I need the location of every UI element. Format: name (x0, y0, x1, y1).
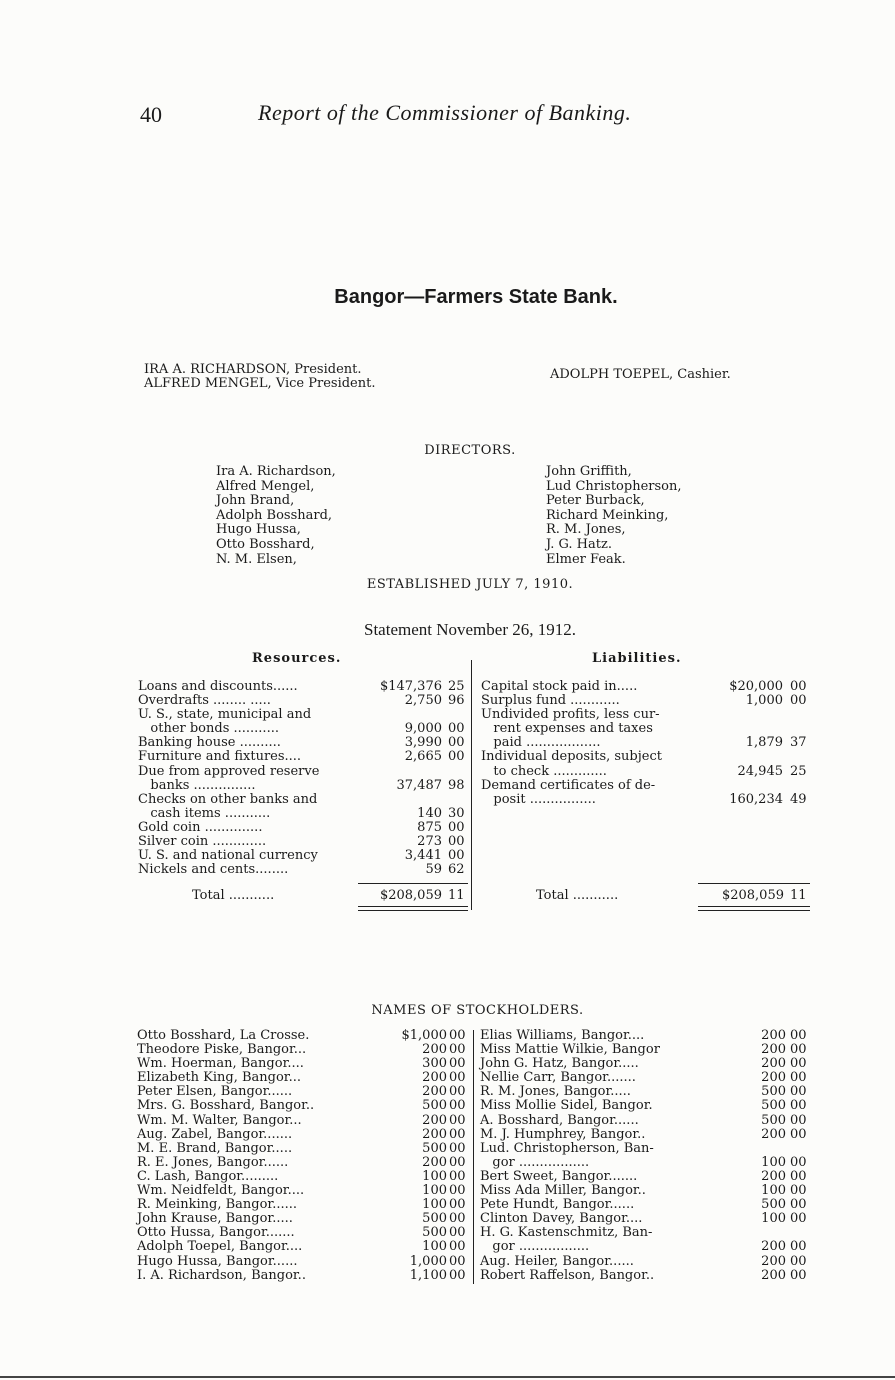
stockholder-row-dollars: 100 (422, 1168, 447, 1184)
liability-row (481, 736, 811, 750)
stockholder-row-dollars: 200 (761, 1056, 786, 1072)
stockholder-row (480, 1142, 810, 1156)
stockholder-row-label: M. E. Brand, Bangor..... (137, 1140, 293, 1156)
stockholder-row-cents: 00 (790, 1028, 807, 1043)
liabilities-total-rule (698, 883, 810, 884)
stockholder-row (137, 1156, 469, 1170)
stockholder-row-cents: 00 (449, 1042, 466, 1058)
liabilities-double-rule (698, 906, 810, 911)
resource-row (138, 722, 468, 736)
stockholder-row-cents: 00 (790, 1253, 807, 1269)
stockholder-row-cents: 00 (790, 1056, 807, 1072)
stockholder-row-cents: 00 (790, 1197, 807, 1213)
stockholder-row-dollars: 200 (422, 1070, 447, 1086)
liability-row-dollars: 1,000 (745, 693, 783, 709)
stockholder-row-label: Miss Mattie Wilkie, Bangor (480, 1042, 660, 1058)
stockholder-row (480, 1057, 810, 1071)
liability-row-label: Individual deposits, subject (481, 749, 662, 765)
stockholder-row-dollars: 1,000 (409, 1253, 447, 1269)
stockholder-row-dollars: 500 (761, 1084, 786, 1100)
stockholder-row-cents: 00 (790, 1211, 807, 1227)
stockholder-row-dollars: 200 (761, 1126, 786, 1142)
resource-row-label: cash items ........... (138, 805, 271, 821)
liability-row-dollars: 24,945 (737, 763, 783, 779)
stockholder-row-label: Peter Elsen, Bangor...... (137, 1084, 293, 1100)
statement-title: Statement November 26, 1912. (364, 620, 576, 639)
stockholder-row-dollars: 500 (422, 1098, 447, 1114)
liability-row-cents: 49 (790, 791, 807, 807)
stockholder-row (480, 1071, 810, 1085)
resource-row-label: Furniture and fixtures.... (138, 749, 302, 765)
stockholder-row-dollars: 100 (422, 1183, 447, 1199)
stockholder-row-cents: 00 (449, 1098, 466, 1114)
resource-row (138, 736, 468, 750)
stockholder-row-cents: 00 (449, 1154, 466, 1170)
stockholder-row-cents: 00 (449, 1084, 466, 1100)
resource-row-dollars: 37,487 (396, 777, 442, 793)
stockholder-row (480, 1184, 810, 1198)
stockholder-row-label: Wm. Neidfeldt, Bangor.... (137, 1183, 305, 1199)
resource-row-label: Banking house .......... (138, 735, 281, 751)
resource-row-cents: 98 (448, 777, 465, 793)
stockholder-row-cents: 00 (449, 1126, 466, 1142)
stockholder-row-label: Aug. Heiler, Bangor...... (480, 1253, 634, 1269)
liability-row-label: Capital stock paid in..... (481, 679, 638, 694)
page-number: 40 (140, 102, 162, 127)
stockholder-row-dollars: 500 (761, 1098, 786, 1114)
stockholder-row (137, 1142, 469, 1156)
resource-row-dollars: 9,000 (404, 721, 442, 737)
stockholder-row-dollars: 200 (761, 1239, 786, 1255)
director-name: Elmer Feak. (546, 551, 626, 567)
stockholder-row-cents: 00 (449, 1168, 466, 1184)
stockholder-row-dollars: 200 (761, 1042, 786, 1058)
resource-row-dollars: 140 (417, 805, 442, 821)
stockholder-row-label: Elizabeth King, Bangor... (137, 1070, 301, 1086)
resource-row (138, 779, 468, 793)
stockholder-row-cents: 00 (449, 1028, 466, 1043)
stockholders-heading: NAMES OF STOCKHOLDERS. (371, 1003, 584, 1018)
stockholder-row-dollars: 200 (761, 1070, 786, 1086)
stockholder-row-label: Hugo Hussa, Bangor...... (137, 1253, 298, 1269)
stockholder-row-dollars: 100 (761, 1154, 786, 1170)
resource-row-label: Loans and discounts...... (138, 679, 298, 694)
stockholder-row-dollars: 1,100 (409, 1267, 447, 1283)
liability-row-cents: 00 (790, 679, 807, 694)
director-name: Peter Burback, (546, 493, 645, 509)
resource-row-cents: 30 (448, 805, 465, 821)
liabilities-total-dollars: $208,059 (721, 888, 784, 903)
vice-president-line: ALFRED MENGEL, Vice President. (144, 376, 376, 391)
stockholder-row-label: gor ................. (480, 1154, 590, 1170)
resource-row (138, 793, 468, 807)
resource-row-dollars: 3,990 (404, 735, 442, 751)
stockholder-row-dollars: 200 (422, 1084, 447, 1100)
director-name: John Griffith, (546, 464, 632, 479)
resources-total-dollars: $208,059 (379, 888, 442, 903)
stockholder-row-cents: 00 (790, 1267, 807, 1283)
stockholder-row-cents: 00 (790, 1126, 807, 1142)
liability-row (481, 708, 811, 722)
stockholder-row-cents: 00 (449, 1183, 466, 1199)
stockholder-row (137, 1099, 469, 1113)
resource-row-dollars: 875 (417, 819, 442, 835)
stockholder-row (137, 1085, 469, 1099)
stockholder-row-label: John G. Hatz, Bangor..... (480, 1056, 639, 1072)
resource-row-label: other bonds ........... (138, 721, 279, 737)
stockholder-row (137, 1240, 469, 1254)
running-title: Report of the Commissioner of Banking. (258, 100, 632, 125)
resource-row-cents: 00 (448, 834, 465, 850)
stockholder-row-cents: 00 (790, 1154, 807, 1170)
stockholders-divider (473, 1030, 474, 1284)
stockholder-row-cents: 00 (449, 1253, 466, 1269)
stockholder-row-cents: 00 (790, 1112, 807, 1128)
stockholder-row (480, 1085, 810, 1099)
stockholder-row (480, 1198, 810, 1212)
resource-row (138, 807, 468, 821)
resource-row-dollars: 2,665 (404, 749, 442, 765)
stockholder-row (480, 1114, 810, 1128)
liability-row (481, 793, 811, 807)
stockholder-row-cents: 00 (790, 1042, 807, 1058)
resource-row-label: U. S. and national currency (138, 848, 318, 864)
stockholder-row (137, 1226, 469, 1240)
stockholder-row (480, 1226, 810, 1240)
resource-row-dollars: 273 (417, 834, 442, 850)
stockholder-row-label: Wm. Hoerman, Bangor.... (137, 1056, 304, 1072)
stockholder-row-label: C. Lash, Bangor......... (137, 1168, 279, 1184)
liability-row (481, 779, 811, 793)
directors-heading: DIRECTORS. (424, 443, 516, 458)
stockholder-row-label: Miss Ada Miller, Bangor.. (480, 1183, 646, 1199)
liability-row-dollars: 1,879 (745, 735, 783, 751)
stockholder-row (137, 1128, 469, 1142)
resource-row (138, 680, 468, 694)
resource-row (138, 694, 468, 708)
stockholder-row-label: Aug. Zabel, Bangor....... (137, 1126, 293, 1142)
resource-row (138, 708, 468, 722)
stockholder-row (137, 1029, 469, 1043)
stockholder-row-dollars: 100 (761, 1211, 786, 1227)
stockholder-row-label: Theodore Piske, Bangor... (137, 1042, 307, 1058)
stockholder-row-dollars: 100 (422, 1197, 447, 1213)
liability-row-label: paid .................. (481, 735, 601, 751)
liability-row-cents: 37 (790, 735, 807, 751)
page-bottom-edge (0, 1376, 895, 1378)
president-line: IRA A. RICHARDSON, President. (144, 362, 362, 377)
resource-row-dollars: $147,376 (379, 679, 442, 694)
stockholder-row-label: Otto Hussa, Bangor....... (137, 1225, 295, 1241)
directors-left-list (216, 465, 336, 567)
stockholder-row (480, 1269, 810, 1283)
stockholder-row-label: R. E. Jones, Bangor...... (137, 1154, 289, 1170)
liability-row-label: Surplus fund ............ (481, 693, 620, 709)
stockholder-row (137, 1255, 469, 1269)
resource-row-label: banks ............... (138, 777, 256, 793)
stockholder-row (480, 1240, 810, 1254)
stockholder-row-cents: 00 (449, 1267, 466, 1283)
cashier-line: ADOLPH TOEPEL, Cashier. (550, 367, 731, 382)
stockholder-row (480, 1170, 810, 1184)
resources-heading: Resources. (252, 651, 342, 666)
director-name: Ira A. Richardson, (216, 464, 336, 479)
stockholder-row-cents: 00 (790, 1070, 807, 1086)
stockholder-row (480, 1156, 810, 1170)
stockholder-row-dollars: 500 (422, 1140, 447, 1156)
director-name: Lud Christopherson, (546, 478, 682, 494)
stockholder-row-label: Clinton Davey, Bangor.... (480, 1211, 643, 1227)
stockholder-row-cents: 00 (449, 1197, 466, 1213)
liability-row (481, 750, 811, 764)
resource-row-cents: 00 (448, 848, 465, 864)
stockholder-row-dollars: 300 (422, 1056, 447, 1072)
liability-row (481, 680, 811, 694)
resource-row-label: Silver coin ............. (138, 834, 267, 850)
resource-row-cents: 96 (448, 693, 465, 709)
stockholder-row-label: John Krause, Bangor..... (137, 1211, 293, 1227)
resource-row-cents: 00 (448, 735, 465, 751)
stockholder-row-label: A. Bosshard, Bangor...... (480, 1112, 639, 1128)
resources-double-rule (358, 906, 468, 911)
liability-row-label: to check ............. (481, 763, 607, 779)
stockholder-row (137, 1071, 469, 1085)
stockholder-row-label: M. J. Humphrey, Bangor.. (480, 1126, 646, 1142)
director-name: N. M. Elsen, (216, 551, 297, 567)
stockholder-row-label: Miss Mollie Sidel, Bangor. (480, 1098, 653, 1114)
resource-row-cents: 62 (448, 862, 465, 878)
resource-row-dollars: 2,750 (404, 693, 442, 709)
stockholder-row-dollars: 200 (761, 1168, 786, 1184)
stockholder-row-cents: 00 (449, 1239, 466, 1255)
stockholder-row-dollars: 500 (761, 1112, 786, 1128)
resource-row-label: Overdrafts ........ ..... (138, 693, 271, 709)
liability-row (481, 694, 811, 708)
director-name: J. G. Hatz. (546, 536, 612, 552)
stockholder-row-label: Wm. M. Walter, Bangor... (137, 1112, 302, 1128)
stockholder-row-label: R. Meinking, Bangor...... (137, 1197, 297, 1213)
stockholder-row-dollars: 200 (422, 1042, 447, 1058)
resource-row (138, 821, 468, 835)
stockholder-row-label: Mrs. G. Bosshard, Bangor.. (137, 1098, 315, 1114)
resources-total-cents: 11 (448, 888, 465, 903)
resource-row (138, 849, 468, 863)
stockholder-row (137, 1212, 469, 1226)
stockholder-row (480, 1029, 810, 1043)
stockholder-row-label: gor ................. (480, 1239, 590, 1255)
stockholder-row-dollars: 200 (422, 1126, 447, 1142)
resource-row-label: Nickels and cents........ (138, 862, 289, 878)
resource-row-dollars: 3,441 (404, 848, 442, 864)
liability-row-label: posit ................ (481, 791, 596, 807)
liability-row-dollars: 160,234 (729, 791, 783, 807)
stockholder-row-dollars: 200 (761, 1028, 786, 1043)
director-name: John Brand, (216, 493, 295, 509)
liabilities-total-cents: 11 (790, 888, 807, 903)
stockholder-row-dollars: 500 (422, 1211, 447, 1227)
bank-title: Bangor—Farmers State Bank. (334, 286, 618, 308)
liability-row-dollars: $20,000 (729, 679, 783, 694)
stockholder-row-label: H. G. Kastenschmitz, Ban- (480, 1225, 653, 1241)
stockholder-row-cents: 00 (449, 1112, 466, 1128)
stockholder-row-dollars: $1,000 (401, 1028, 447, 1043)
stockholder-row-cents: 00 (790, 1239, 807, 1255)
directors-right-list (546, 465, 681, 567)
stockholder-row-dollars: 200 (422, 1112, 447, 1128)
resource-row-cents: 00 (448, 749, 465, 765)
stockholder-row-label: Lud. Christopherson, Ban- (480, 1140, 654, 1156)
director-name: Adolph Bosshard, (216, 507, 333, 523)
director-name: Hugo Hussa, (216, 522, 301, 538)
stockholder-row (137, 1114, 469, 1128)
stockholder-row-dollars: 500 (422, 1225, 447, 1241)
officers-left (144, 363, 375, 391)
stockholder-row (137, 1184, 469, 1198)
resource-row (138, 750, 468, 764)
stockholder-row (480, 1255, 810, 1269)
stockholder-row-cents: 00 (449, 1140, 466, 1156)
liability-row-label: rent expenses and taxes (481, 721, 653, 737)
resource-row-label: Due from approved reserve (138, 763, 320, 779)
stockholder-row-dollars: 100 (422, 1239, 447, 1255)
stockholder-row-cents: 00 (449, 1056, 466, 1072)
resource-row-label: Gold coin .............. (138, 819, 263, 835)
stockholder-row-label: Bert Sweet, Bangor....... (480, 1168, 638, 1184)
liability-row-cents: 25 (790, 763, 807, 779)
liability-row-label: Demand certificates of de- (481, 777, 656, 793)
director-name: Richard Meinking, (546, 507, 669, 523)
liability-row (481, 722, 811, 736)
stockholder-row (480, 1099, 810, 1113)
resource-row-cents: 25 (448, 679, 465, 694)
column-divider (471, 660, 472, 910)
liabilities-total-label: Total ........... (536, 888, 619, 903)
liabilities-table (481, 680, 811, 807)
stockholder-row-label: Robert Raffelson, Bangor.. (480, 1267, 655, 1283)
stockholder-row-dollars: 100 (761, 1183, 786, 1199)
stockholder-row (137, 1198, 469, 1212)
resource-row-cents: 00 (448, 721, 465, 737)
stockholder-row-dollars: 200 (761, 1253, 786, 1269)
resource-row-label: U. S., state, municipal and (138, 707, 312, 723)
stockholder-row (137, 1170, 469, 1184)
resources-total-rule (358, 883, 468, 884)
established-line: ESTABLISHED JULY 7, 1910. (366, 577, 574, 592)
stockholder-row (137, 1269, 469, 1283)
stockholder-row-cents: 00 (790, 1098, 807, 1114)
stockholders-left-list (137, 1029, 469, 1283)
stockholder-row-label: Elias Williams, Bangor.... (480, 1028, 645, 1043)
stockholder-row (137, 1057, 469, 1071)
stockholder-row-cents: 00 (790, 1084, 807, 1100)
stockholder-row-dollars: 200 (422, 1154, 447, 1170)
stockholder-row-label: Pete Hundt, Bangor...... (480, 1197, 635, 1213)
stockholder-row-label: Otto Bosshard, La Crosse. (137, 1028, 310, 1043)
stockholder-row (480, 1212, 810, 1226)
stockholder-row-dollars: 500 (761, 1197, 786, 1213)
stockholder-row-dollars: 200 (761, 1267, 786, 1283)
stockholder-row-label: Nellie Carr, Bangor....... (480, 1070, 636, 1086)
stockholder-row-cents: 00 (790, 1183, 807, 1199)
stockholder-row-cents: 00 (449, 1211, 466, 1227)
resource-row-label: Checks on other banks and (138, 791, 318, 807)
stockholder-row-label: I. A. Richardson, Bangor.. (137, 1267, 306, 1283)
resource-row (138, 835, 468, 849)
stockholder-row-cents: 00 (449, 1070, 466, 1086)
director-name: Otto Bosshard, (216, 536, 315, 552)
liabilities-heading: Liabilities. (592, 651, 682, 666)
stockholder-row-cents: 00 (449, 1225, 466, 1241)
stockholders-right-list (480, 1029, 810, 1283)
stockholder-row (137, 1043, 469, 1057)
resources-table (138, 680, 468, 877)
liability-row-label: Undivided profits, less cur- (481, 707, 660, 723)
director-name: Alfred Mengel, (216, 478, 315, 494)
resources-total-label: Total ........... (192, 888, 275, 903)
stockholder-row (480, 1043, 810, 1057)
stockholder-row-cents: 00 (790, 1168, 807, 1184)
resource-row (138, 765, 468, 779)
stockholder-row (480, 1128, 810, 1142)
liability-row (481, 765, 811, 779)
stockholder-row-label: R. M. Jones, Bangor..... (480, 1084, 631, 1100)
stockholder-row-label: Adolph Toepel, Bangor.... (137, 1239, 303, 1255)
director-name: R. M. Jones, (546, 522, 626, 538)
liability-row-cents: 00 (790, 693, 807, 709)
resource-row (138, 863, 468, 877)
resource-row-cents: 00 (448, 819, 465, 835)
resource-row-dollars: 59 (425, 862, 442, 878)
